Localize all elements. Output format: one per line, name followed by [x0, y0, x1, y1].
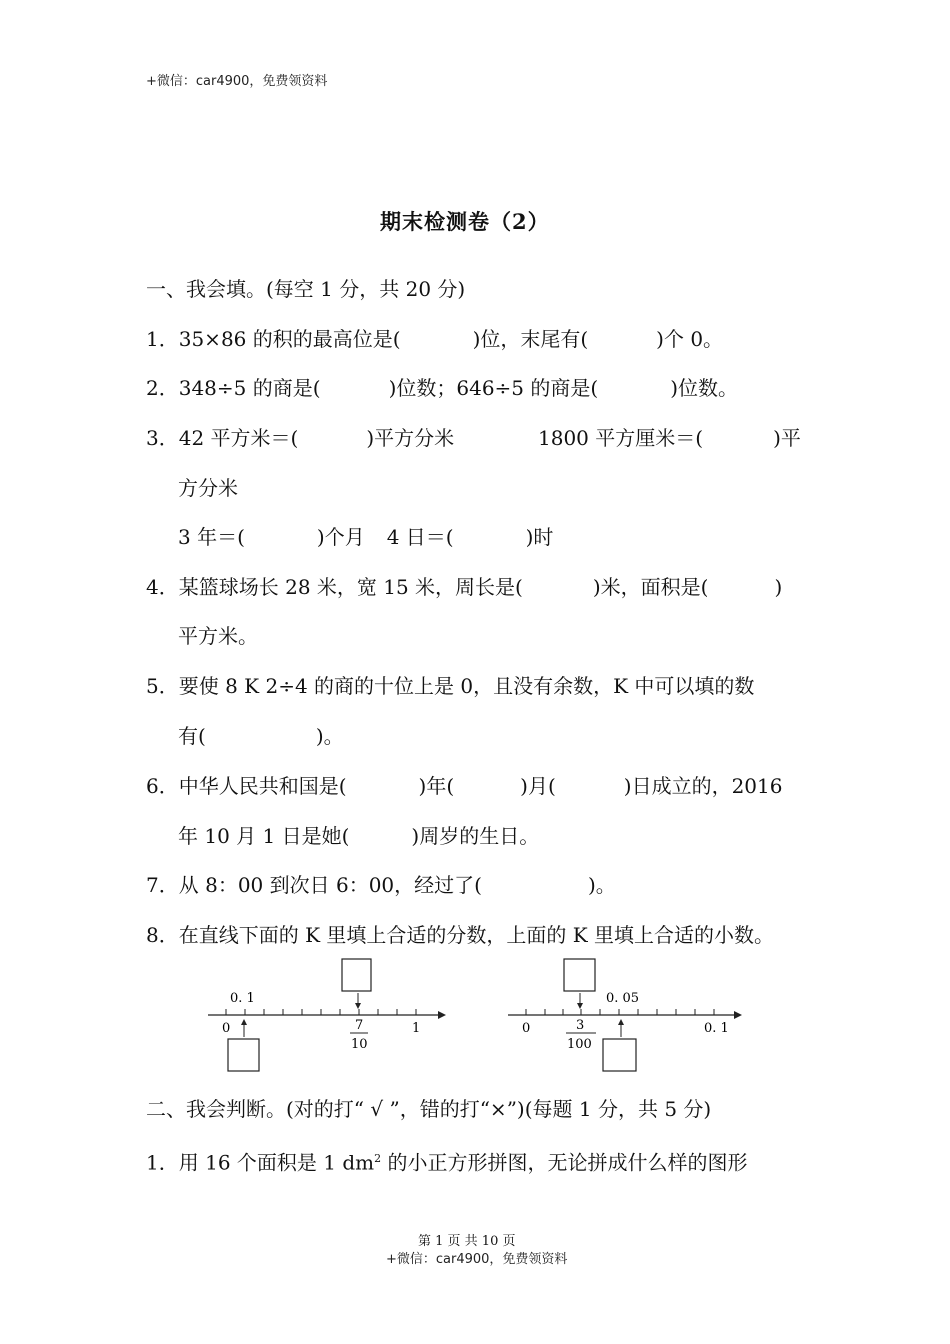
q-text: )平	[773, 426, 801, 450]
q-text: 某篮球场长 28 米，宽 15 米，周长是(	[178, 575, 523, 599]
q-text: 年 10 月 1 日是她(	[178, 824, 350, 848]
q-text: )	[774, 575, 783, 599]
fraction-numerator: 7	[355, 1018, 364, 1033]
zero-label: 0	[222, 1021, 231, 1036]
ticks	[226, 1009, 416, 1015]
q-text: )周岁的生日。	[411, 824, 540, 848]
q-number: 6．	[146, 774, 179, 798]
q-text: 中华人民共和国是(	[178, 774, 347, 798]
question-6	[146, 772, 782, 800]
question-5	[146, 672, 754, 700]
question-5-cont	[178, 722, 344, 750]
section2-header: 二、我会判断。(对的打“ √ ”，错的打“×”)(每题 1 分，共 5 分)	[146, 1097, 712, 1121]
question-3-cont: 方分米	[178, 476, 238, 500]
question-8	[146, 921, 774, 949]
watermark-bottom: +微信：car4900，免费领资料	[386, 1252, 568, 1267]
q-text: 1800 平方厘米＝(	[538, 426, 704, 450]
q-number: 3．	[146, 426, 179, 450]
q-number: 1．	[146, 327, 179, 351]
q-text: 在直线下面的 K 里填上合适的分数，上面的 K 里填上合适的小数。	[178, 923, 775, 947]
number-line-2	[500, 955, 750, 1075]
question-1	[146, 325, 723, 353]
q-text: 有(	[178, 724, 206, 748]
q-text: 的小正方形拼图，无论拼成什么样的图形	[381, 1150, 748, 1175]
q-number: 4．	[146, 575, 179, 599]
q-number: 8．	[146, 923, 179, 947]
q-text: )个月	[316, 525, 365, 549]
fraction-denominator: 100	[567, 1037, 592, 1052]
page-title: 期末检测卷（2）	[380, 209, 550, 234]
question-3-line3	[178, 523, 553, 551]
section2-question-1	[146, 1145, 747, 1177]
q-number: 1．	[146, 1150, 179, 1175]
section1-header: 一、我会填。(每空 1 分，共 20 分)	[146, 277, 466, 301]
answer-box-top	[342, 959, 371, 991]
q-text: )位数；646÷5 的商是(	[388, 376, 599, 400]
watermark-top: +微信：car4900，免费领资料	[146, 74, 328, 89]
q-text: )。	[587, 873, 616, 897]
fraction-numerator: 3	[576, 1018, 585, 1033]
end-label: 0. 1	[704, 1021, 729, 1036]
q-text: )月(	[520, 774, 556, 798]
q-text: 从 8：00 到次日 6：00，经过了(	[178, 873, 482, 897]
q-number: 2．	[146, 376, 179, 400]
question-6-cont	[178, 822, 539, 850]
top-label: 0. 1	[230, 991, 255, 1006]
question-2	[146, 374, 738, 402]
q-number: 5．	[146, 674, 179, 698]
answer-box-bottom	[603, 1039, 636, 1071]
page-number: 第 1 页 共 10 页	[418, 1234, 516, 1249]
q-text: 要使 8 K 2÷4 的商的十位上是 0，且没有余数，K 中可以填的数	[178, 674, 755, 698]
zero-label: 0	[522, 1021, 531, 1036]
q-text: )米，面积是(	[592, 575, 709, 599]
q-text: 3 年＝(	[178, 525, 245, 549]
q-text: )日成立的，2016	[623, 774, 783, 798]
q-text: )时	[525, 525, 554, 549]
question-7	[146, 871, 616, 899]
question-4-cont: 平方米。	[178, 624, 258, 648]
q-number: 7．	[146, 873, 179, 897]
q-text: )位数。	[670, 376, 738, 400]
number-line-1	[200, 955, 450, 1075]
q-text: )平方分米	[366, 426, 455, 450]
answer-box-top	[564, 959, 595, 991]
q-text: 用 16 个面积是 1 dm	[178, 1150, 375, 1175]
q-text: 35×86 的积的最高位是(	[178, 327, 401, 351]
question-3-part2	[538, 424, 801, 452]
q-text: )个 0。	[656, 327, 724, 351]
q-text: )年(	[418, 774, 455, 798]
q-text: 4 日＝(	[386, 525, 454, 549]
question-4	[146, 573, 782, 601]
superscript: 2	[374, 1152, 382, 1165]
answer-box-bottom	[228, 1039, 259, 1071]
fraction-denominator: 10	[351, 1037, 368, 1052]
q-text: )位，末尾有(	[472, 327, 589, 351]
ticks	[526, 1009, 714, 1015]
top-label: 0. 05	[606, 991, 640, 1006]
q-text: )。	[315, 724, 344, 748]
one-label: 1	[412, 1021, 421, 1036]
q-text: 348÷5 的商是(	[178, 376, 321, 400]
question-3	[146, 424, 454, 452]
q-text: 42 平方米＝(	[178, 426, 299, 450]
